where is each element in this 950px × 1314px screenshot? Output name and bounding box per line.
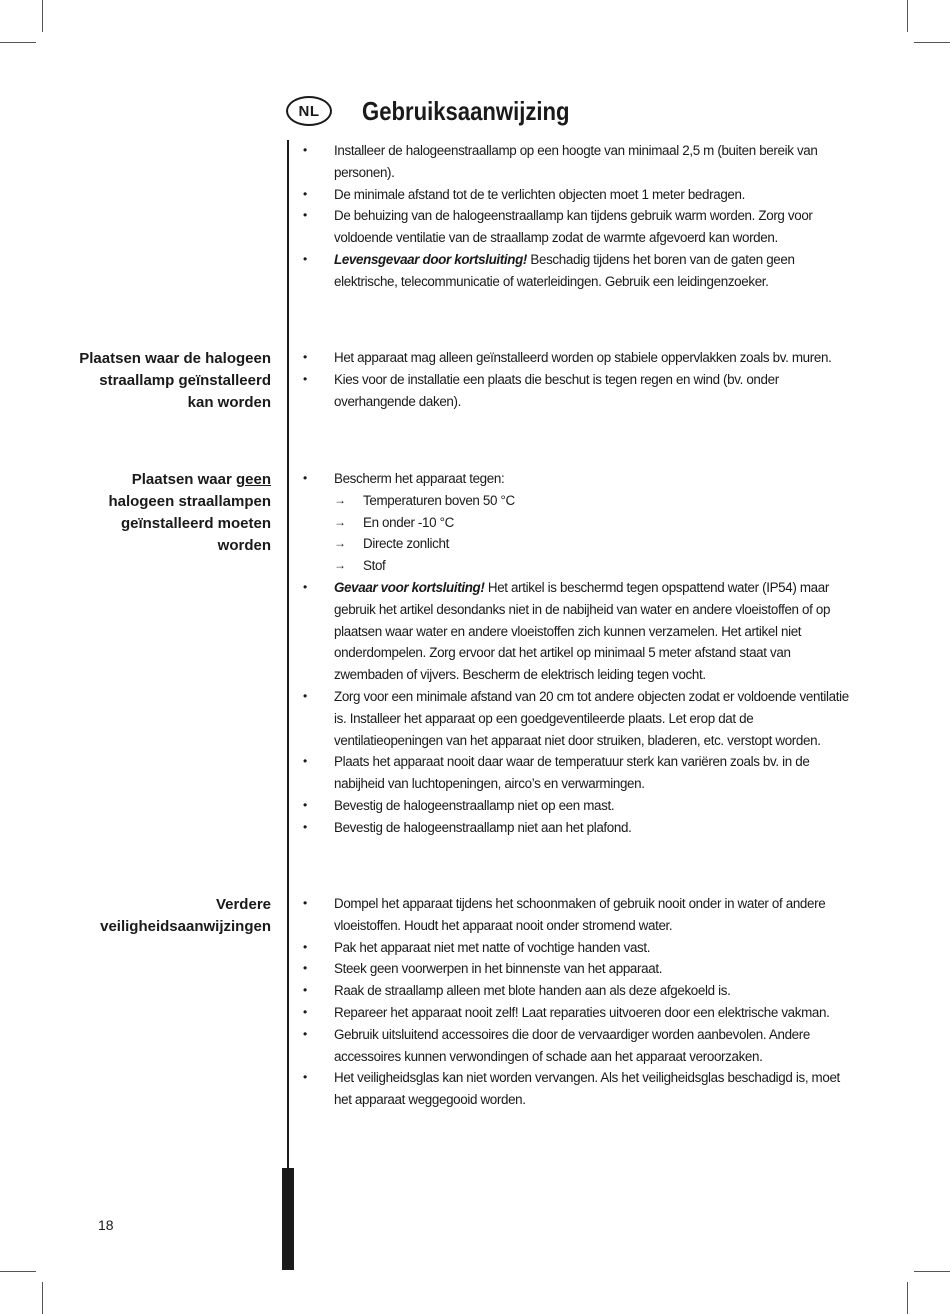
list-item-text: Bevestig de halogeenstraallamp niet op een mast.: [334, 797, 615, 813]
list-item: [300, 577, 860, 686]
list-item-text: Installeer de halogeenstraallamp op een hoogte van minimaal 2,5 m (buiten bereik van personen).: [334, 143, 818, 180]
list-item-text: De minimale afstand tot de te verlichten objecten moet 1 meter bedragen.: [334, 186, 745, 202]
list-item: [300, 347, 860, 369]
list-item: [300, 795, 860, 817]
protect-item: → Directe zonlicht: [334, 533, 860, 555]
list-item: [300, 140, 860, 184]
protect-item: → Stof: [334, 555, 860, 577]
page-title: Gebruiksaanwijzing: [362, 96, 570, 126]
list-item-text: Dompel het apparaat tijdens het schoonmaken of gebruik nooit onder in water of andere vloeistoffen. Houdt het apparaat nooit onder stromend water.: [334, 896, 826, 933]
list-item-text: Beschadig tijdens het boren van de gaten geen elektrische, telecommunicatie of waterleidingen. Gebruik een leidingenzoeker.: [334, 251, 795, 289]
intro-section: [300, 140, 860, 293]
list-item: [300, 1067, 860, 1111]
crop-mark: [42, 1282, 43, 1314]
list-item: [300, 817, 860, 839]
safety-section: [300, 893, 860, 1111]
heading-installation-places: Plaatsen waar de halogeen straallamp geïnstalleerd kan worden: [79, 350, 271, 411]
warning-label: Gevaar voor kortsluiting!: [334, 579, 485, 595]
list-item: [300, 686, 860, 751]
list-item: [300, 1002, 860, 1024]
list-item-text: Raak de straallamp alleen met blote handen aan als deze afgekoeld is.: [334, 983, 731, 999]
list-item-text: Gebruik uitsluitend accessoires die door de vervaardiger worden aanbevolen. Andere accessoires kunnen verwondingen of schade aan het apparaat veroorzaken.: [334, 1026, 810, 1064]
safety-list: [300, 893, 860, 1111]
list-item: [300, 751, 860, 795]
list-item: [300, 468, 860, 577]
heading-safety: Verdere veiligheidsaanwijzingen: [100, 896, 271, 935]
list-item: [300, 937, 860, 959]
margin-rule: [287, 140, 289, 1168]
list-item-text: Het artikel is beschermd tegen opspattend water (IP54) maar gebruik het artikel desondanks niet in de nabijheid van water en andere vloeistoffen of op plaatsen waar water en andere vloeistoffen zich kunnen verzamelen. Het artikel niet onderdompelen. Zorg ervoor dat het artikel op minimaal 5 meter afstand staat van zwembaden of vijvers. Bescherm de elektrisch leiding tegen vocht.: [334, 579, 831, 683]
prohibited-places-section: [300, 468, 860, 839]
intro-list: [300, 140, 860, 293]
list-item: [300, 184, 860, 206]
list-item: [300, 205, 860, 249]
crop-mark: [914, 1271, 950, 1272]
page-number: 18: [98, 1217, 114, 1233]
list-item-text: Repareer het apparaat nooit zelf! Laat reparaties uitvoeren door een elektrische vakman.: [334, 1004, 830, 1020]
list-item-text: Plaats het apparaat nooit daar waar de temperatuur sterk kan variëren zoals bv. in de nabijheid van luchtopeningen, airco’s en verwarmingen.: [334, 754, 810, 792]
crop-mark: [907, 1282, 908, 1314]
margin-rule-tab: [282, 1168, 294, 1270]
heading-prohibited-pre: Plaatsen waar: [131, 471, 236, 488]
list-item-text: Steek geen voorwerpen in het binnenste van het apparaat.: [334, 961, 663, 977]
protect-item: → En onder -10 °C: [334, 512, 860, 534]
protect-item: → Temperaturen boven 50 °C: [334, 490, 860, 512]
list-item: [300, 958, 860, 980]
list-item-text: Pak het apparaat niet met natte of vochtige handen vast.: [334, 939, 651, 955]
crop-mark: [907, 0, 908, 32]
crop-mark: [914, 42, 950, 43]
crop-mark: [0, 1271, 36, 1272]
heading-prohibited-post: halogeen straallampen geïnstalleerd moeten worden: [108, 493, 271, 554]
warning-label: Levensgevaar door kortsluiting!: [334, 251, 528, 267]
prohibited-places-list: [300, 468, 860, 839]
heading-prohibited-places: [71, 469, 271, 557]
list-item: [300, 1024, 860, 1068]
protect-list: [334, 490, 860, 577]
list-item: [300, 249, 860, 293]
list-item-text: Het veiligheidsglas kan niet worden vervangen. Als het veiligheidsglas beschadigd is, moet het apparaat weggegooid worden.: [334, 1070, 840, 1108]
list-item: [300, 980, 860, 1002]
heading-prohibited-underlined: geen: [235, 471, 271, 488]
list-item-text: Bevestig de halogeenstraallamp niet aan het plafond.: [334, 819, 632, 835]
list-item-text: Zorg voor een minimale afstand van 20 cm tot andere objecten zodat er voldoende ventilatie is. Installeer het apparaat op een goedgeventileerde plaats. Let erop dat de ventilatieopeningen van het apparaat niet door struiken, bladeren, etc. verstopt worden.: [334, 688, 849, 748]
crop-mark: [42, 0, 43, 32]
crop-mark: [0, 42, 36, 43]
list-item: [300, 893, 860, 937]
installation-places-list: [300, 347, 860, 412]
list-item: [300, 369, 860, 413]
list-item-text: De behuizing van de halogeenstraallamp kan tijdens gebruik warm worden. Zorg voor voldoende ventilatie van de straallamp zodat de warmte afgevoerd kan worden.: [334, 208, 813, 246]
installation-places-section: [300, 347, 860, 412]
protect-intro: Bescherm het apparaat tegen:: [334, 471, 505, 486]
list-item-text: Het apparaat mag alleen geïnstalleerd worden op stabiele oppervlakken zoals bv. muren.: [334, 350, 832, 365]
list-item-text: Kies voor de installatie een plaats die beschut is tegen regen en wind (bv. onder overhangende daken).: [334, 371, 779, 409]
language-badge: NL: [286, 96, 332, 126]
